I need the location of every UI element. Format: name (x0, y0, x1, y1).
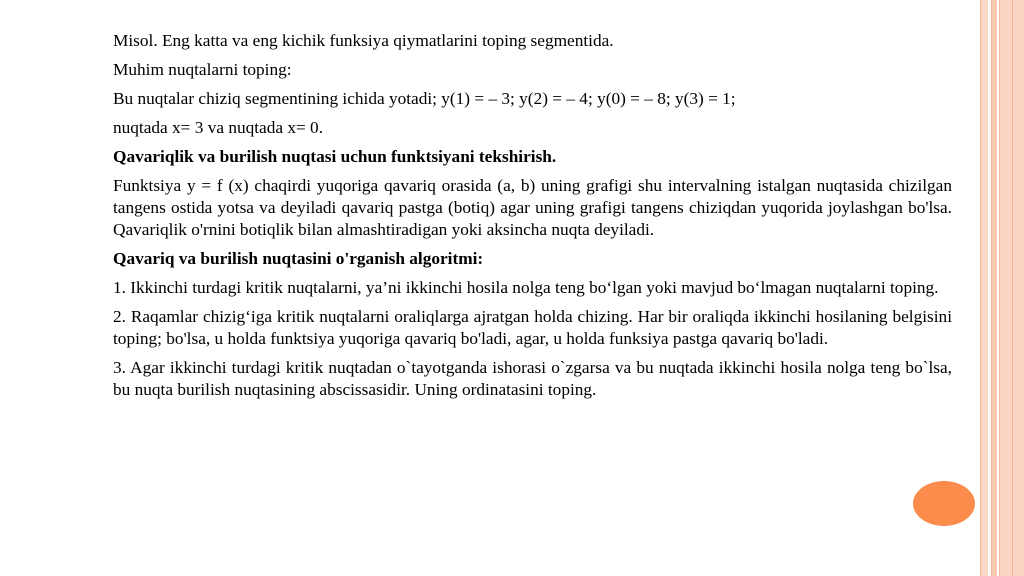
decor-stripe (981, 0, 988, 576)
heading-algorithm: Qavariq va burilish nuqtasini o'rganish algoritmi: (113, 249, 484, 268)
decor-circle (913, 481, 975, 526)
decor-line (1012, 0, 1013, 576)
paragraph-definition: Funktsiya y = f (x) chaqirdi yuqoriga qavariq orasida (a, b) uning grafigi shu intervalning istalgan nuqtasida chizilgan tangens ostida yotsa va deyiladi qavariq pastga (botiq) agar uning grafigi tangens chiziqdan yuqorida joylashgan bo'lsa. Qavariqlik o'rnini botiqlik bilan almashtiradigan yoki aksincha nuqta deyiladi. (113, 176, 952, 239)
heading-convexity: Qavariqlik va burilish nuqtasi uchun funktsiyani tekshirish. (113, 147, 557, 166)
paragraph-values: Bu nuqtalar chiziq segmentining ichida yotadi; y(1) = – 3; y(2) = – 4; y(0) = – 8; y(3) = 1; (113, 89, 736, 108)
decor-line (999, 0, 1000, 576)
algorithm-step-1: 1. Ikkinchi turdagi kritik nuqtalarni, ya’ni ikkinchi hosila nolga teng bo‘lgan yoki mavjud bo‘lmagan nuqtalarni toping. (113, 278, 939, 297)
decor-line (980, 0, 981, 576)
decor-line (991, 0, 992, 576)
slide-text-body (113, 30, 952, 408)
paragraph-answer: nuqtada x= 3 va nuqtada x= 0. (113, 118, 324, 137)
paragraph-example: Misol. Eng katta va eng kichik funksiya qiymatlarini toping segmentida. (113, 31, 614, 50)
paragraph-find-points: Muhim nuqtalarni toping: (113, 60, 292, 79)
algorithm-step-3: 3. Agar ikkinchi turdagi kritik nuqtadan o`tayotganda ishorasi o`zgarsa va bu nuqtada ikkinchi hosila nolga teng bo`lsa, bu nuqta burilish nuqtasining abscissasidir. Uning ordinatasini toping. (113, 358, 952, 399)
algorithm-step-2: 2. Raqamlar chizig‘iga kritik nuqtalarni oraliqlarga ajratgan holda chizing. Har bir oraliqda ikkinchi hosilaning belgisini toping; bo'lsa, u holda funktsiya yuqoriga qavariq bo'ladi, agar, u holda funksiya pastga qavariq bo'ladi. (113, 307, 952, 348)
